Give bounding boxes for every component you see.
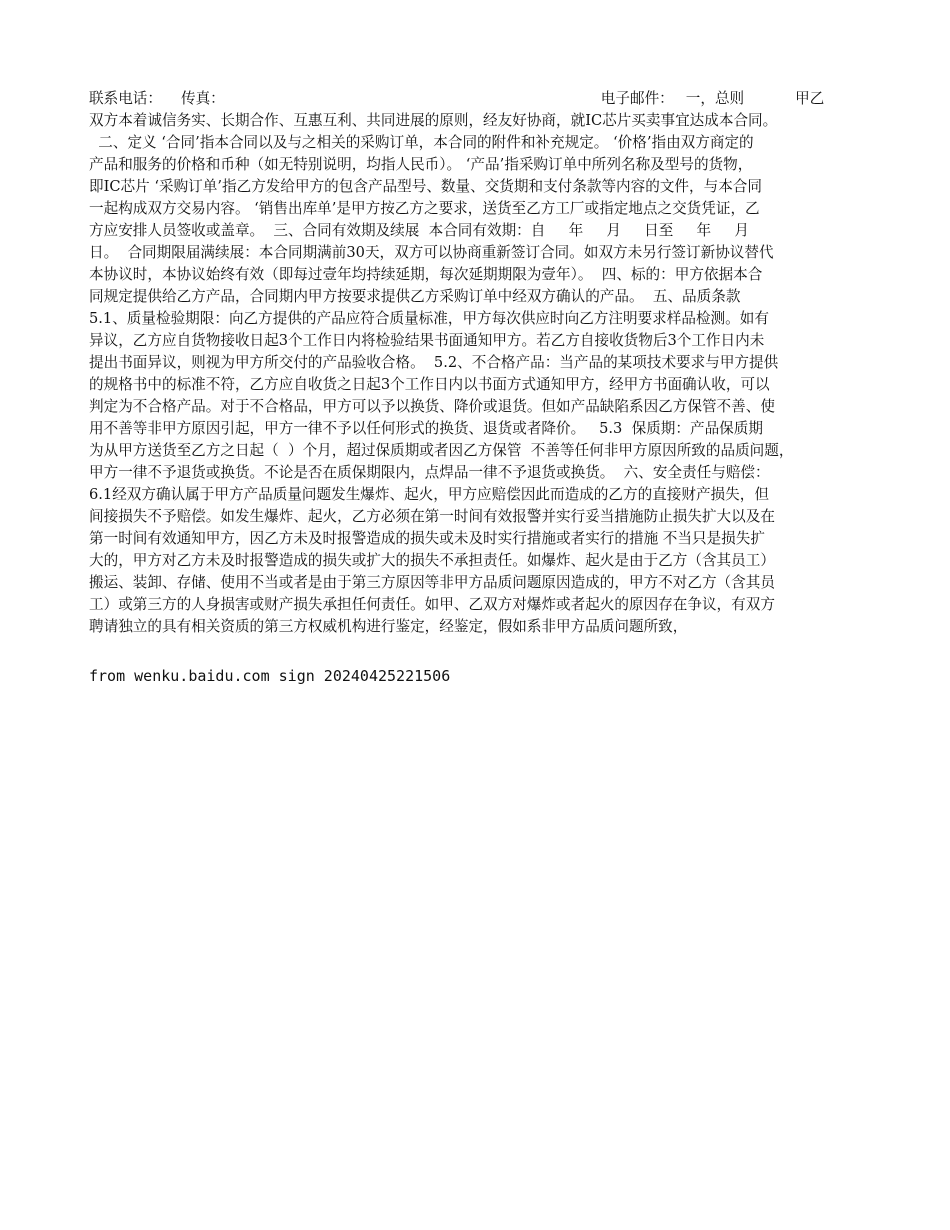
email-label: 电子邮件：: [600, 90, 674, 107]
body-line: 用不善等非甲方原因引起，甲方一律不予以任何形式的换货、退货或者降价。 5.3 保质期：产品保质期: [89, 420, 763, 437]
body-line: 为从甲方送货至乙方之日起（ ）个月，超过保质期或者因乙方保管 不善等任何非甲方原因所致的品质问题，: [89, 442, 794, 459]
body-line: 间接损失不予赔偿。如发生爆炸、起火，乙方必须在第一时间有效报警并实行妥当措施防止损失扩大以及在: [89, 508, 775, 525]
body-line: 异议，乙方应自货物接收日起3个工作日内将检验结果书面通知甲方。若乙方自接收货物后3个工作日内未: [89, 332, 765, 349]
body-line: 即IC芯片 ‘采购订单’指乙方发给甲方的包含产品型号、数量、交货期和支付条款等内容的文件，与本合同: [89, 178, 762, 195]
body-line: 日。 合同期限届满续展：本合同期满前30天，双方可以协商重新签订合同。如双方未另行签订新协议替代: [89, 244, 774, 261]
body-line: 方应安排人员签收或盖章。 三、合同有效期及续展 本合同有效期：自 年 月 日至 年 月: [89, 222, 749, 239]
section-one-heading: 一，总则: [685, 90, 745, 107]
body-line: 的规格书中的标准不符，乙方应自收货之日起3个工作日内以书面方式通知甲方，经甲方书面确认收，可以: [89, 376, 770, 393]
document-body: [89, 88, 867, 638]
body-line: 同规定提供给乙方产品，合同期内甲方按要求提供乙方采购订单中经双方确认的产品。 五、品质条款: [89, 288, 741, 305]
body-line: 工）或第三方的人身损害或财产损失承担任何责任。如甲、乙双方对爆炸或者起火的原因存在争议，有双方: [89, 596, 775, 613]
body-line: 搬运、装卸、存储、使用不当或者是由于第三方原因等非甲方品质问题原因造成的，甲方不对乙方（含其员: [89, 574, 775, 591]
body-line: 一起构成双方交易内容。 ‘销售出库单’是甲方按乙方之要求，送货至乙方工厂或指定地点之交货凭证，乙: [89, 200, 760, 217]
phone-label: 联系电话：: [89, 90, 162, 107]
party-a-text: 甲乙: [795, 90, 825, 107]
source-footer: from wenku.baidu.com sign 20240425221506: [89, 667, 451, 685]
fax-label: 传真：: [180, 90, 225, 107]
body-line: 第一时间有效通知甲方，因乙方未及时报警造成的损失或未及时实行措施或者实行的措施 不当只是损失扩: [89, 530, 765, 547]
body-line: 5.1、质量检验期限：向乙方提供的产品应符合质量标准，甲方每次供应时向乙方注明要求样品检测。如有: [89, 310, 769, 327]
header-line: [89, 88, 867, 110]
body-line: 产品和服务的价格和币种（如无特别说明，均指人民币）。 ‘产品’指采购订单中所列名称及型号的货物，: [89, 156, 753, 173]
body-line: 6.1经双方确认属于甲方产品质量问题发生爆炸、起火，甲方应赔偿因此而造成的乙方的直接财产损失，但: [89, 486, 769, 503]
body-line: 提出书面异议，则视为甲方所交付的产品验收合格。 5.2、不合格产品：当产品的某项技术要求与甲方提供: [89, 354, 779, 371]
body-line: 甲方一律不予退货或换货。不论是否在质保期限内，点焊品一律不予退货或换货。 六、安全责任与赔偿：: [89, 464, 770, 481]
body-line: 聘请独立的具有相关资质的第三方权威机构进行鉴定，经鉴定，假如系非甲方品质问题所致，: [89, 618, 688, 635]
body-line: 大的，甲方对乙方未及时报警造成的损失或扩大的损失不承担责任。如爆炸、起火是由于乙方（含其员工）: [89, 552, 775, 569]
body-line: 二、定义 ‘合同’指本合同以及与之相关的采购订单，本合同的附件和补充规定。 ‘价格’指由双方商定的: [89, 134, 754, 151]
body-line: 双方本着诚信务实、长期合作、互惠互利、共同进展的原则，经友好协商，就IC芯片买卖事宜达成本合同。: [89, 112, 778, 129]
body-line: 本协议时，本协议始终有效（即每过壹年均持续延期，每次延期期限为壹年）。 四、标的：甲方依据本合: [89, 266, 763, 283]
body-line: 判定为不合格产品。对于不合格品，甲方可以予以换货、降价或退货。但如产品缺陷系因乙方保管不善、使: [89, 398, 775, 415]
